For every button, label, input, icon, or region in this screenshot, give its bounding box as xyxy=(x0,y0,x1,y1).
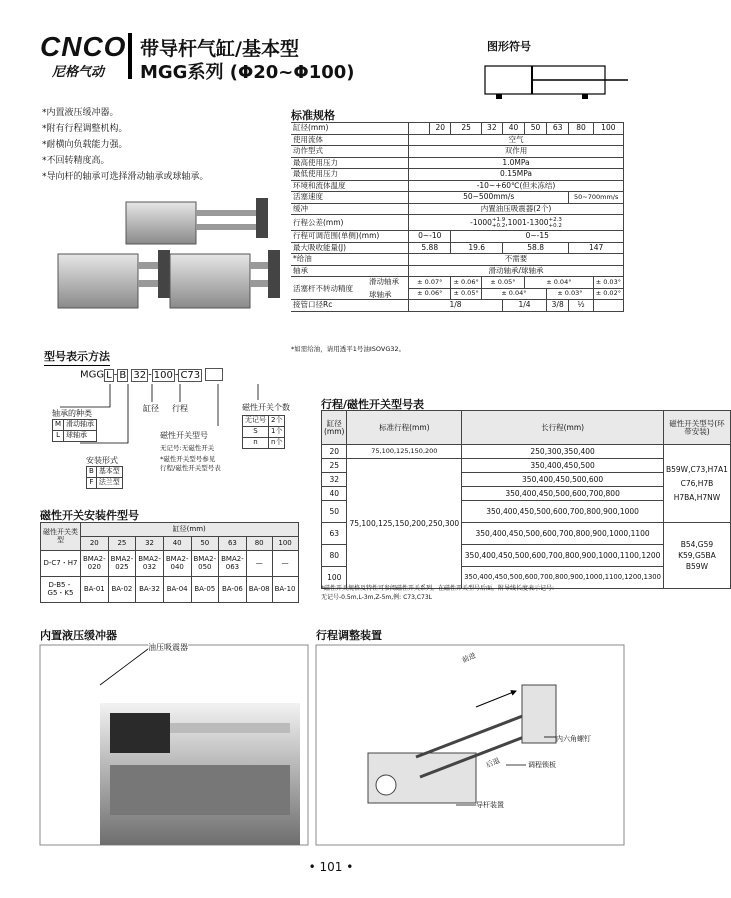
tol-a-sup: +1.9 xyxy=(491,216,506,223)
hex-screw-callout: 内六角螺钉 xyxy=(556,735,591,743)
stroke-bore: 25 xyxy=(322,459,347,473)
count-table xyxy=(242,415,285,449)
swmount-cell: BMA2-063 xyxy=(219,551,247,577)
tolerance-label: 行程公差(mm) xyxy=(291,215,409,231)
minp-value: 0.15MPa xyxy=(409,169,624,181)
energy-label: 最大吸收能量(J) xyxy=(291,242,409,254)
stroke-note: *磁性开关规格及特性可参阅磁性开关系列。在磁性开关型号后面，附导线长度表示记号: xyxy=(321,585,555,592)
stroke-head: 长行程(mm) xyxy=(462,411,664,445)
swmount-bore: 80 xyxy=(246,537,272,551)
stroke-long: 350,400,450,500 xyxy=(462,459,664,473)
adjust-section-title: 行程调整装置 xyxy=(316,629,382,642)
code-bearing: L xyxy=(106,369,112,381)
swmount-head-label: 型 xyxy=(57,535,64,544)
mount-code: B xyxy=(87,467,97,478)
cushion-illustration xyxy=(40,645,308,845)
shock-absorber-callout: 油压吸震器 xyxy=(148,643,188,652)
speed-label: 活塞速度 xyxy=(291,192,409,204)
swmount-cell: BA-02 xyxy=(108,577,136,603)
adjust-illustration xyxy=(316,645,624,845)
bearing-type-table xyxy=(52,419,97,442)
stroke-note: 无记号-0.5m,L-3m,Z-5m,例: C73,C73L xyxy=(321,594,432,601)
switch-note: 行程/磁性开关型号表 xyxy=(160,464,221,472)
count-value: 1个 xyxy=(269,427,285,438)
count-value: n个 xyxy=(269,438,285,449)
stroke-std: 75,100,125,150,200,250,300 xyxy=(347,459,462,589)
swmount-row-label: D-C7・H7 xyxy=(41,551,81,577)
speed-value: 50~500mm/s xyxy=(409,192,569,204)
model-code: MGG L - B 32 - 100 - C73 xyxy=(80,368,223,382)
port-label: 接管口径Rc xyxy=(291,300,409,312)
guide-unit-callout: 导杆装置 xyxy=(476,801,504,809)
port-value: 3/8 xyxy=(547,300,569,312)
cylinder-symbol-icon xyxy=(482,60,632,100)
symbol-label: 图形符号 xyxy=(487,40,531,53)
bore-cell: 20 xyxy=(429,123,451,135)
stroke-long: 350,400,450,500,600,700,800,900,1000,1100,1200,1300 xyxy=(462,567,664,589)
swmount-title: 磁性开关安装件型号 xyxy=(40,509,139,522)
energy-value: 58.8 xyxy=(502,242,568,254)
adjust-label: 行程可调范围(单侧)(mm) xyxy=(291,231,409,243)
page-title: 带导杆气缸/基本型 xyxy=(140,38,299,60)
slide-val: ± 0.06° xyxy=(451,277,481,289)
stroke-table xyxy=(321,410,731,589)
swmount-cell: BA-32 xyxy=(136,577,164,603)
swmount-cell: BMA2-032 xyxy=(136,551,164,577)
stroke-bore: 50 xyxy=(322,501,347,523)
nonrot-label: 活塞杆不转动精度 xyxy=(293,284,353,293)
swmount-bore: 25 xyxy=(108,537,136,551)
bearing-label: 轴承 xyxy=(291,265,409,277)
bore-spacer xyxy=(409,123,430,135)
stroke-long: 350,400,450,500,600,700,800 xyxy=(462,487,664,501)
bearing-name: 球轴承 xyxy=(64,431,97,442)
bore-cell: 40 xyxy=(502,123,524,135)
swmount-cell: BA-10 xyxy=(272,577,298,603)
stroke-long: 350,400,450,500,600,700,800,900,1000 xyxy=(462,501,664,523)
adjust-value: 0~-10 xyxy=(409,231,451,243)
nonrot-cell xyxy=(291,277,409,300)
action-label: 动作型式 xyxy=(291,146,409,158)
port-spacer xyxy=(593,300,623,312)
swmount-cell: — xyxy=(246,551,272,577)
slide-val: ± 0.04° xyxy=(525,277,594,289)
speed-value: 50~700mm/s xyxy=(569,192,624,204)
brand-subtitle: 尼格气动 xyxy=(52,65,105,80)
code-stroke: 100 xyxy=(153,369,173,381)
stroke-head: 缸径(mm) xyxy=(322,411,347,445)
stroke-long: 250,300,350,400 xyxy=(462,445,664,459)
ball-val: ± 0.02° xyxy=(593,288,623,300)
lube-value: 不需要 xyxy=(409,254,624,266)
bore-cell: 100 xyxy=(593,123,623,135)
ball-val: ± 0.04° xyxy=(481,288,546,300)
bore-cell: 80 xyxy=(569,123,593,135)
swmount-table xyxy=(40,522,299,603)
slide-val: ± 0.03° xyxy=(593,277,623,289)
stroke-head: 标准行程(mm) xyxy=(347,411,462,445)
port-value: ½ xyxy=(569,300,593,312)
ball-val: ± 0.03° xyxy=(547,288,594,300)
swmount-cell: BA-05 xyxy=(191,577,219,603)
mount-name: 基本型 xyxy=(96,467,122,478)
mount-title: 安装形式 xyxy=(86,456,118,465)
code-dash: - xyxy=(148,369,152,381)
fluid-value: 空气 xyxy=(409,134,624,146)
tol-b-sup: +2.3 xyxy=(548,216,562,223)
swmount-cell: BMA2-040 xyxy=(163,551,191,577)
swmount-row-label: D-B5・G5・K5 xyxy=(41,577,81,603)
temp-label: 环境和流体温度 xyxy=(291,180,409,192)
stroke-caption: 行程 xyxy=(172,404,188,413)
stroke-head: 磁性开关型号(环带安装) xyxy=(663,411,730,445)
swmount-bore: 63 xyxy=(219,537,247,551)
bore-label: 缸径(mm) xyxy=(291,123,409,135)
ball-val: ± 0.06° xyxy=(409,288,451,300)
port-value: 1/8 xyxy=(409,300,503,312)
bore-cell: 63 xyxy=(547,123,569,135)
spec-table xyxy=(291,122,624,312)
bore-cell: 32 xyxy=(481,123,502,135)
model-title: 型号表示方法 xyxy=(44,348,110,366)
swmount-cell: BMA2-050 xyxy=(191,551,219,577)
stroke-title: 行程/磁性开关型号表 xyxy=(321,398,425,411)
swmount-bore-head: 缸径(mm) xyxy=(81,523,299,537)
bore-cell: 50 xyxy=(525,123,547,135)
tol-mid: ,1001-1300 xyxy=(505,217,549,227)
code-bore: 32 xyxy=(133,369,147,381)
swmount-bore: 32 xyxy=(136,537,164,551)
energy-value: 19.6 xyxy=(451,242,502,254)
mount-name: 法兰型 xyxy=(96,478,122,489)
stroke-long: 350,400,450,500,600,700,800,900,1000,1100 xyxy=(462,523,664,545)
adjust-value: 0~-15 xyxy=(451,231,624,243)
stroke-bore: 20 xyxy=(322,445,347,459)
stroke-bore: 63 xyxy=(322,523,347,545)
spec-title: 标准规格 xyxy=(291,109,335,122)
lock-plate-callout: 调程锁板 xyxy=(528,761,556,769)
spec-note: *如需给油，请用透平1号油ISOVG32。 xyxy=(291,345,406,353)
count-code: S xyxy=(243,427,269,438)
swmount-cell: BMA2-020 xyxy=(81,551,109,577)
feature-item: *导向杆的轴承可选择滑动轴承或球轴承。 xyxy=(42,172,209,182)
swmount-head xyxy=(41,523,81,551)
port-value: 1/4 xyxy=(502,300,546,312)
tol-b-sub: +0.2 xyxy=(548,222,562,229)
code-mount: B xyxy=(119,369,127,381)
feature-item: *附有行程调整机构。 xyxy=(42,124,128,134)
stroke-std: 75,100,125,150,200 xyxy=(347,445,462,459)
minp-label: 最低使用压力 xyxy=(291,169,409,181)
fluid-label: 使用流体 xyxy=(291,134,409,146)
stroke-bore: 32 xyxy=(322,473,347,487)
bearing-name: 滑动轴承 xyxy=(64,420,97,431)
swmount-bore: 40 xyxy=(163,537,191,551)
swmount-cell: BA-08 xyxy=(246,577,272,603)
code-switch: C73 xyxy=(180,369,201,381)
bearing-code: M xyxy=(53,420,64,431)
energy-value: 5.88 xyxy=(409,242,451,254)
bearing-value: 滑动轴承/球轴承 xyxy=(409,265,624,277)
product-photo xyxy=(40,188,285,328)
arrow-back-label: 后退 xyxy=(484,756,502,770)
cushion-section-title: 内置液压缓冲器 xyxy=(40,629,117,642)
switch-title: 磁性开关型号 xyxy=(160,431,208,440)
mount-code: F xyxy=(87,478,97,489)
stroke-long: 350,400,450,500,600 xyxy=(462,473,664,487)
stroke-long: 350,400,450,500,600,700,800,900,1000,1100,1200 xyxy=(462,545,664,567)
count-value: 2个 xyxy=(269,416,285,427)
slide-label: 滑动轴承 xyxy=(369,277,399,286)
cushion-value: 内置油压吸震器(2个) xyxy=(409,203,624,215)
maxp-value: 1.0MPa xyxy=(409,157,624,169)
stroke-switch: B54,G59 K59,G5BA B59W xyxy=(663,523,730,589)
cushion-label: 缓冲 xyxy=(291,203,409,215)
count-title: 磁性开关个数 xyxy=(242,403,290,412)
code-dash: - xyxy=(174,369,179,381)
code-prefix: MGG xyxy=(80,369,105,381)
slide-val: ± 0.05° xyxy=(481,277,524,289)
stroke-bore: 80 xyxy=(322,545,347,567)
stroke-bore: 40 xyxy=(322,487,347,501)
tol-a-sub: +0.2 xyxy=(491,222,506,229)
bearing-code: L xyxy=(53,431,64,442)
action-value: 双作用 xyxy=(409,146,624,158)
bearing-type-title: 轴承的种类 xyxy=(52,409,92,418)
stroke-switch: B59W,C73,H7A1 C76,H7B H7BA,H7NW xyxy=(663,445,730,523)
feature-item: *内置液压缓冲器。 xyxy=(42,108,119,118)
switch-note: 无记号:无磁性开关 xyxy=(160,444,215,452)
switch-note: *磁性开关型号参见 xyxy=(160,455,216,463)
tolerance-value xyxy=(409,215,624,231)
ball-val: ± 0.05° xyxy=(451,288,481,300)
swmount-cell: BA-06 xyxy=(219,577,247,603)
swmount-bore: 20 xyxy=(81,537,109,551)
swmount-bore: 100 xyxy=(272,537,298,551)
swmount-head-label: 磁性开关类 xyxy=(43,528,78,537)
ball-label: 球轴承 xyxy=(369,290,392,299)
bore-cell: 25 xyxy=(451,123,481,135)
feature-item: *耐横向负载能力强。 xyxy=(42,140,128,150)
swmount-bore: 50 xyxy=(191,537,219,551)
swmount-cell: BMA2-025 xyxy=(108,551,136,577)
series-title: MGG系列 (Φ20~Φ100) xyxy=(140,62,355,83)
count-code: 无记号 xyxy=(243,416,269,427)
swmount-cell: BA-01 xyxy=(81,577,109,603)
stroke-bore: 100 xyxy=(322,567,347,589)
energy-value: 147 xyxy=(569,242,624,254)
swmount-cell: BA-04 xyxy=(163,577,191,603)
title-divider xyxy=(128,33,132,79)
temp-value: -10~+60℃(但未冻结) xyxy=(409,180,624,192)
mount-table xyxy=(86,466,123,489)
tol-a: -1000 xyxy=(470,217,492,227)
swmount-cell: — xyxy=(272,551,298,577)
feature-item: *不回转精度高。 xyxy=(42,156,110,166)
slide-val: ± 0.07° xyxy=(409,277,451,289)
arrow-forward-label: 前进 xyxy=(460,651,478,665)
page-number: • 101 • xyxy=(308,860,354,874)
bore-caption: 缸径 xyxy=(143,404,159,413)
lube-label: *给油 xyxy=(291,254,409,266)
count-code: n xyxy=(243,438,269,449)
maxp-label: 最高使用压力 xyxy=(291,157,409,169)
brand-logo: CNCO xyxy=(40,31,127,62)
